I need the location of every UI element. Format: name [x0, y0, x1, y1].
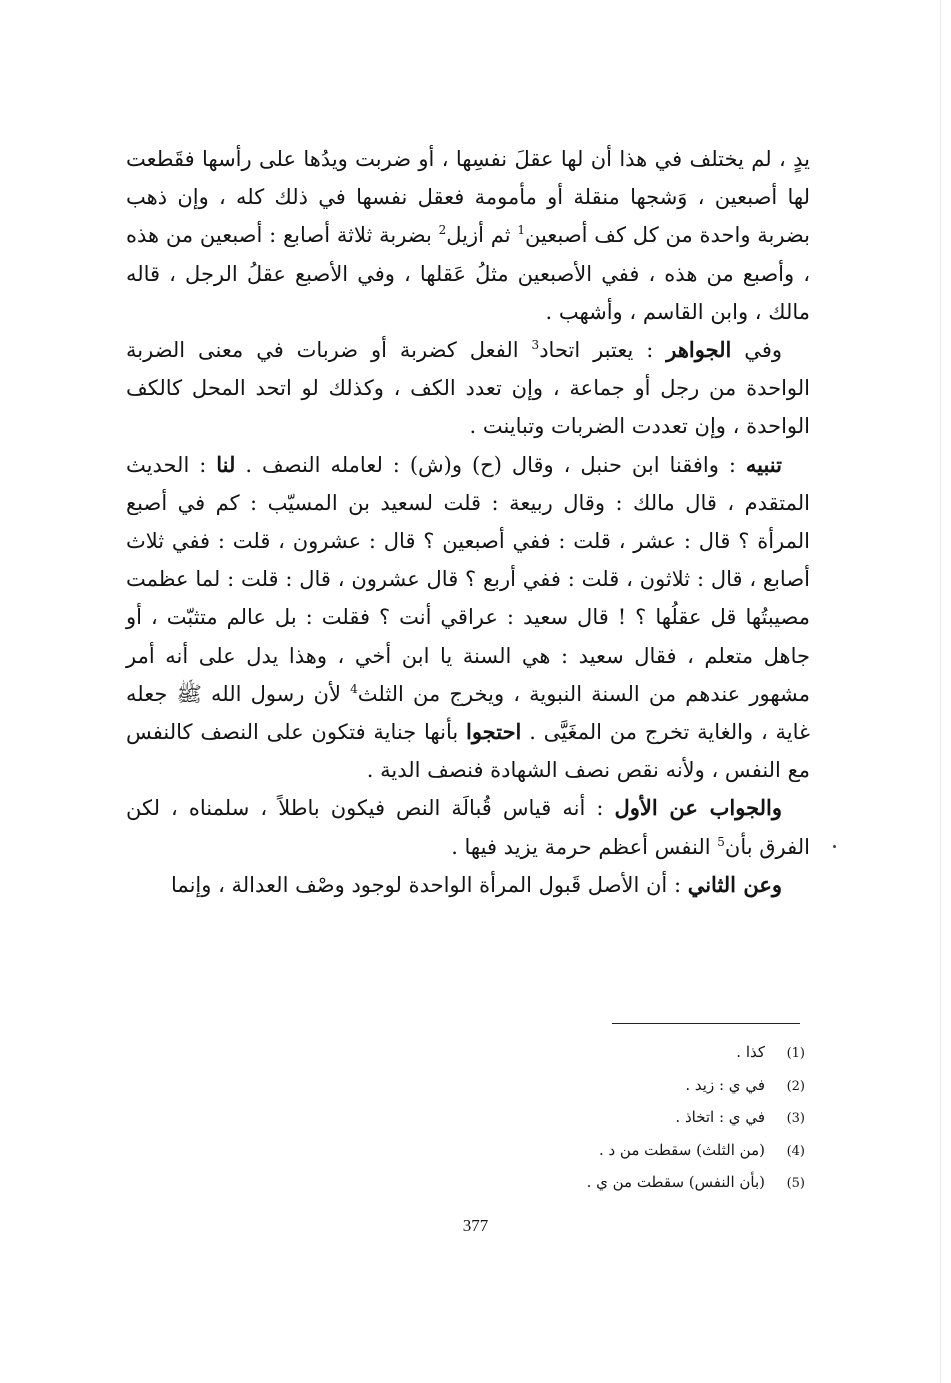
footnote-number: (4) [786, 1143, 805, 1159]
margin-mark [833, 845, 836, 848]
text-run: وفي [731, 338, 782, 363]
paragraph [126, 331, 810, 446]
paragraph [126, 866, 810, 904]
footnote-ref: 5 [717, 834, 725, 849]
text-run: : أن الأصل قَبول المرأة الواحدة لوجود وصْف العدالة ، وإنما [171, 872, 688, 897]
footnote-text: كذا . [736, 1043, 765, 1061]
footnote-text: (بأن النفس) سقطت من ي . [586, 1173, 765, 1191]
paragraph [126, 446, 810, 790]
text-run: : الحديث المتقدم ، قال مالك : وقال ربيعة : قلت لسعيد بن المسيّب : كم في أصبع المرأة ؟ قال : عشر ، قلت : ففي أصبعين ؟ قال : عشرون ، قلت : ففي ثلاث أصابع ، قال : ثلاثون ، قلت : ففي أربع ؟ قال عشرون ، قال : قلت : لما عظمت مصيبتُها قل عقلُها ؟ ! قال سعيد : عراقي أنت ؟ فقلت : بل عالم متثبّت ، أو جاهل متعلم ، فقال سعيد : هي السنة يا ابن أخي ، وهذا يدل على أنه أمر مشهور عندهم من السنة النبوية ، ويخرج من الثلث [126, 452, 810, 706]
footnote-item [420, 1070, 805, 1103]
text-run: بأنها جناية فتكون على النصف كالنفس مع النفس ، ولأنه نقص نصف الشهادة فنصف الدية . [126, 720, 810, 783]
text-run: الفعل كضربة أو ضربات في معنى الضربة الواحدة من رجل أو جماعة ، وإن تعدد الكف ، وكذلك لو اتحد المحل كالكف الواحدة ، وإن تعددت الضربات وتباينت . [126, 338, 810, 439]
footnote-number: (5) [786, 1176, 805, 1191]
footnote-number: (3) [786, 1111, 805, 1126]
footnote-item [420, 1167, 805, 1200]
footnote-item [420, 1102, 805, 1135]
bold-label: الجواهر [666, 337, 732, 363]
footnote-text: (من الثلث) سقطت من د . [598, 1140, 765, 1159]
paragraph [126, 789, 810, 865]
footnote-ref: 3 [531, 338, 540, 353]
footnote-text: في ي : اتخاذ . [675, 1108, 765, 1126]
bold-label: تنبيه [745, 451, 782, 477]
footnotes-list [420, 1037, 805, 1200]
footnote-ref: 1 [517, 223, 526, 238]
bold-label: وعن الثاني [687, 871, 782, 897]
page-number: 377 [462, 1216, 489, 1235]
footnote-number: (1) [786, 1046, 805, 1061]
footnote-item [420, 1135, 805, 1168]
paragraph [126, 140, 810, 331]
text-run: : يعتبر اتحاد [539, 338, 667, 363]
bold-label: لنا [216, 451, 236, 477]
text-run: لأن رسول الله ﷺ جعله غاية ، والغاية تخرج من المغَيَّى . [126, 681, 810, 745]
text-run: بضربة ثلاثة أصابع : أصبعين من هذه ، وأصبع من هذه ، ففي الأصبعين مثلُ عَقلها ، وفي الأصبع عقلُ الرجل ، قاله مالك ، وابن القاسم ، وأشهب . [126, 223, 810, 324]
footnote-item [420, 1037, 805, 1070]
main-text-block [126, 140, 810, 904]
footnote-ref: 4 [350, 681, 358, 696]
text-run: : أنه قياس قُبالَة النص فيكون باطلاً ، سلمناه ، لكن الفرق بأن [126, 796, 810, 859]
footnote-separator [612, 1023, 800, 1024]
bold-label: احتجوا [466, 719, 522, 745]
text-run: ثم أزيل [446, 223, 518, 248]
page-edge-line [940, 0, 941, 1383]
bold-label: والجواب عن الأول [614, 795, 782, 821]
text-run: : وافقنا ابن حنبل ، وقال (ح) و(ش) : لعامله النصف . [235, 452, 746, 477]
footnote-text: في ي : زيد . [685, 1075, 765, 1094]
text-run: النفس أعظم حرمة يزيد فيها . [451, 834, 718, 859]
footnote-ref: 2 [438, 223, 447, 238]
footnote-number: (2) [786, 1078, 805, 1094]
text-run: يدٍ ، لم يختلف في هذا أن لها عقلَ نفسِها ، أو ضربت ويدُها على رأسها فقَطعت لها أصبعين ، وَشجها منقلة أو مأمومة فعقل نفسها في ذلك كله ، وإن ذهب بضربة واحدة من كل كف أصبعين [126, 147, 810, 248]
